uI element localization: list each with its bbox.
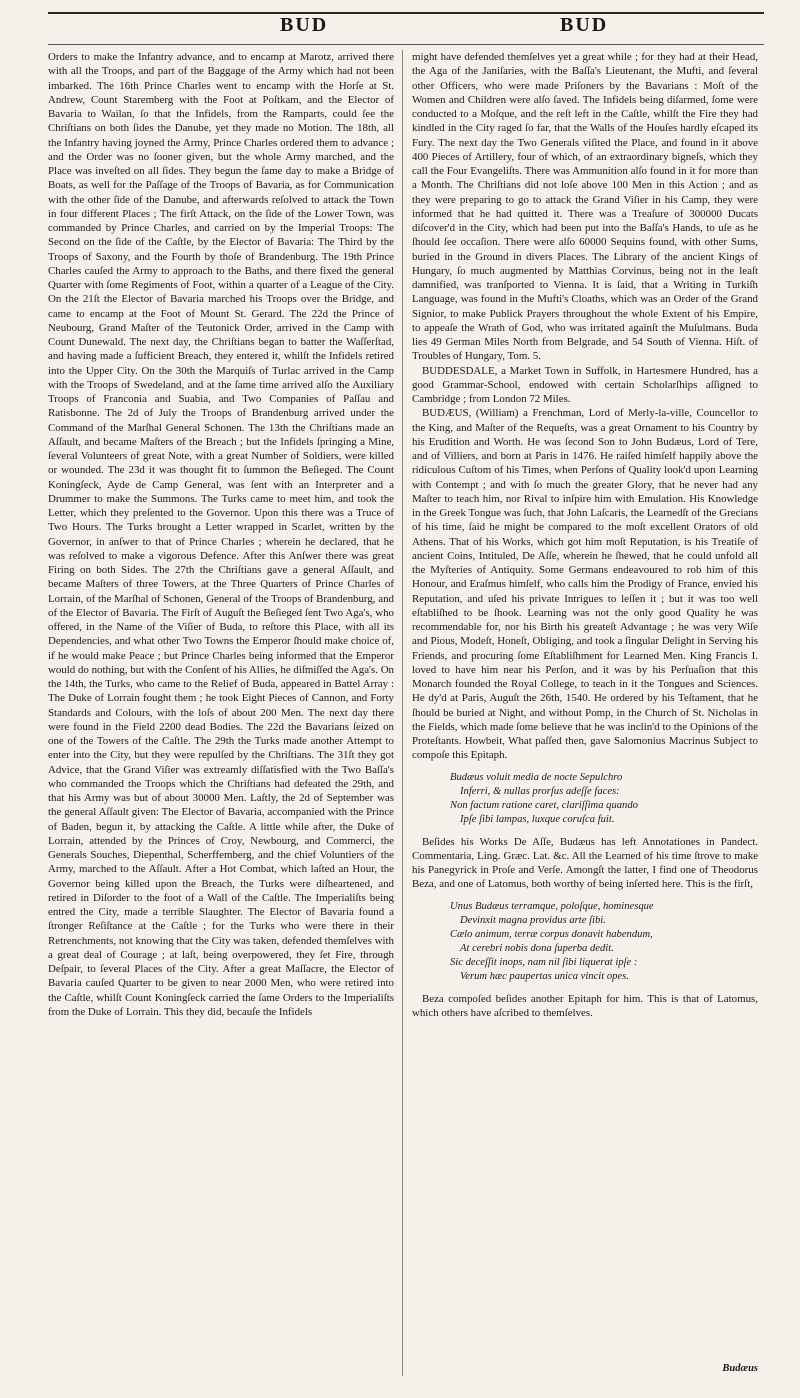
epitaph-line: Verum hæc paupertas unica vincit opes.: [460, 970, 629, 982]
header-rule: [48, 44, 764, 45]
catchword: Budæus: [722, 1362, 758, 1374]
epitaph-line: At cerebri nobis dona ſuperba dedit.: [460, 942, 614, 954]
epitaph-line: Cælo animum, terræ corpus donavit habendum,: [450, 928, 653, 940]
right-headword: BUD: [560, 14, 609, 36]
left-headword: BUD: [280, 14, 329, 36]
epitaph-line: Devinxit magna providus arte ſibi.: [460, 914, 606, 926]
text-columns: [48, 50, 764, 1380]
left-column: [48, 50, 394, 1378]
epitaph-macrinus: [450, 771, 758, 827]
paragraph-works: Beſides his Works De Aſſe, Budæus has left Annotationes in Pandect. Commentaria, Ling. Græc. Lat. &c. All the Learned of his time ſtrove to make his Panegyrick in Proſe and Verſe. Amongſt the latter, I find one of Theodorus Beza, and one of Latomus, both worthy of being inſerted here. This is the firſt,: [412, 835, 758, 891]
entry-buddesdale: BUDDESDALE, a Market Town in Suffolk, in Hartesmere Hundred, has a good Grammar-School, endowed with certain Scholarſhips aſſigned to Cambridge ; from London 72 Miles.: [412, 364, 758, 405]
right-column: [412, 50, 758, 1378]
epitaph-line: Non factum ratione caret, clariſſima quando: [450, 799, 638, 811]
paragraph-latomus: Beza compoſed beſides another Epitaph for him. This is that of Latomus, which others have aſcribed to themſelves.: [412, 992, 758, 1019]
paragraph-siege-of-buda: Orders to make the Infantry advance, and to encamp at Marotz, arrived there with all the Troops, and part of the Baggage of the Army which had not been imbarked. The 16th Prince Charles went to encamp with the Horſe at St. Andrew, Count Staremberg with the Foot at Poſtkam, and the Elector of Bavaria to Wailan, ſo that the Infidels, from the Ramparts, could ſee the Chriſtians on both ſides the Danube, yet they made no Motion. The 18th, all the Infantry having joyned the Army, Prince Charles ordered them to advance ; and the Order was no ſooner given, but the whole Army marched, and the Place was inveſted on all ſides. They begun the ſame day to make a Bridge of Boats, as well for the Paſſage of the Troops of Bavaria, as for Communication with the other ſide of the Danube, and afterwards reſolved to attack the Town in four different Places ; The firſt Attack, on the ſide of the Lower Town, was commanded by Prince Charles, and carried on by the Imperial Troops: The Second on the ſide of the Caſtle, by the Elector of Bavaria: The Third by the Troops of Saxony, and the Fourth by thoſe of Brandenburg. The 19th Prince Charles cauſed the Army to approach to the Baths, and there fixed the general Quarter with ſome Regiments of Foot, within a quarter of a League of the City. On the 21ſt the Elector of Bavaria marched his Troops over the Bridge, and came to encamp at the Foot of Mount St. Gerard. The 22d the Prince of Neubourg, Grand Maſter of the Teutonick Order, arrived in the Camp with Count Dunewald. The next day, the Chriſtians began to batter the Waſſerſtad, and having made a ſufficient Breach, they entered it, whilſt the Infidels retired into the Upper City. On the 30th the Marquiſs of Turlac arrived in the Camp with the Troops of Swedeland, and at the ſame time arrived alſo the Auxiliary Troops of Franconia and Suabia, and Two Companies of Paſſau and Ratisbonne. The 2d of July the Troops of Brandenburg arrived under the Command of the Marſhal General Schonen. The 13th the Chriſtians made an Aſſault, and became Maſters of the Breach ; but the Infidels ſpringing a Mine, ſeveral Volunteers of great Note, with a great Number of Soldiers, were killed or wounded. The 23d it was thought fit to ſummon the Beſieged. The Count Koningſeck, Ayde de Camp General, was ſent with an Interpreter and a Drummer to make the Summons. The Turks came to meet him, and took the Letter, which they preſented to the Governor. Upon this there was a Truce of Two Hours. The Turks brought a Letter wrapped in Scarlet, written by the Governor, in anſwer to that of Prince Charles ; wherein he declared, that he was reſolved to make a vigorous Defence. After this Anſwer there was great Firing on both Sides. The 27th the Chriſtians gave a general Aſſault, and became Maſters of three Towers, at the Three Quarters of Prince Charles of Lorrain, of the Marſhal of Schonen, General of the Troops of Brandenburg, and of the Elector of Bavaria. The Firſt of Auguſt the Beſieged ſent Two Aga's, who offered, in the Name of the Viſier of Buda, to reſtore this Place, with all its Dependencies, and what other Two Towns the Emperor ſhould make choice of, if he would make Peace ; but Prince Charles being informed that the Emperor would do nothing, but with the Conſent of his Allies, he diſmiſſed the Aga's. On the 14th, the Turks, who came to the Relief of Buda, appeared in Battel Array : The Duke of Lorrain fought them ; he took Eight Pieces of Cannon, and Forty Standards and Colours, with the loſs of about 200 Men. The next day there were found in the Field 2200 dead Bodies. The 22d the Bavarians ſeized on one of the Towers of the Caſtle. The 29th the Turks made another Attempt to enter into the City, but they were repulſed by the Chriſtians. The 31ſt they got Advice, that the Grand Viſier was extreamly diſſatisfied with the Two Baſſa's who commanded the Troops which the Chriſtians had defeated the 29th, and that his Army was but of about 30000 Men. Laſtly, the 2d of September was the general Aſſault given: The Elector of Bavaria, accompanied with the Prince of Baden, begun it, by attacking the Caſtle. A little while after, the Duke of Lorrain, attended by the Princes of Croy, Newbourg, and Commerci, the Generals Souches, Diepenthal, Scherffemberg, and the chief Voluntiers of the Army, marched to the Aſſault. After a Hot Combat, which laſted an Hour, the Governor being killed upon the Breach, the Turks were diſheartened, and retired in Diſorder to the foot of a Wall of the Caſtle. The Imperialiſts being entred the City, made a terrible Slaughter. The Elector of Bavaria found a ſtronger Reſiſtance at the Caſtle ; for the Turks who were there in their Retrenchments, not knowing that the City was taken, defended themſelves with a great deal of Courage ; at laſt, being overpowered, they ſet Fire, through Deſpair, to ſeveral Places of the City. After a great Maſſacre, the Elector of Bavaria cauſed Quarter to be given to near 2000 Men, who were retired into the Caſtle, whilſt Count Koningſeck carried the ſame Orders to the Imperialiſts from the Duke of Lorrain. This they did, becauſe the Infidels: [48, 51, 394, 1018]
epitaph-line: Sic deceſſit inops, nam nil ſibi liquerat ipſe :: [450, 956, 638, 968]
epitaph-beza: [450, 900, 758, 984]
epitaph-line: Ipſe ſibi lampas, luxque coruſca fuit.: [460, 813, 615, 825]
epitaph-line: Unus Budæus terramque, poloſque, hominesque: [450, 900, 654, 912]
paragraph-siege-continued: might have defended themſelves yet a great while ; for they had at their Head, the Aga of the Janiſaries, with the Baſſa's Lieutenant, the Mufti, and ſeveral other Officers, who were made Priſoners by the Bavarians : Moſt of the Women and Children were alſo ſaved. The Infidels being diſarmed, ſome were conducted to a Moſque, and the reſt left in the Caſtle, whilſt the Fire they had kindled in the City raged ſo far, that the Walls of the Houſes hardly eſcaped its Fury. The next day the Two Generals viſited the Place, and found in it above 400 Pieces of Artillery, four of which, of an extraordinary bigneſs, which they call the Four Evangeliſts. There was Ammunition alſo found in it for more than a Month. The Chriſtians did not loſe above 100 Men in this Action ; and as they were preparing to go to attack the Grand Viſier in his Camp, they were informed that he had quitted it. There was a Treaſure of 300000 Ducats diſcover'd in the City, which had been put into the Baſſa's Hands, to uſe as he ſhould ſee occaſion. There were alſo 60000 Sequins found, with other Sums, buried in the Ground in divers Places. The Library of the ancient Kings of Hungary, ſo much augmented by Matthias Corvinus, being not in the leaſt damnified, was tranſported to Vienna. It is ſaid, that a Writing in Turkiſh Language, was found in the Mufti's Cloaths, which was an Order of the Grand Signior, to make Publick Prayers throughout the whole Extent of his Empire, to appeaſe the Wrath of God, who was irritated againſt the Muſulmans. Buda lies 49 German Miles North from Belgrade, and 54 South of Vienna. Hiſt. of Troubles of Hungary, Tom. 5.: [412, 51, 758, 363]
epitaph-line: Budæus voluit media de nocte Sepulchro: [450, 771, 623, 783]
entry-budaeus: BUDÆUS, (William) a Frenchman, Lord of Merly-la-ville, Councellor to the King, and Maſter of the Requeſts, was a great Ornament to his Country by his Erudition and Worth. He was ſecond Son to John Budæus, Lord of Tere, and of Villiers, and born at Paris in 1476. He raiſed himſelf happily above the ridiculous Cuſtom of his Times, when Perſons of Quality look'd upon Learning with Contempt ; and with ſo much the greater Glory, that he never had any Maſter to teach him, nor Rival to inſpire him with Emulation. His Knowledge in the Greek Tongue was ſuch, that John Laſcaris, the Learnedſt of the Grecians of his time, ſaid he might be compared to the moſt excellent Orators of old Athens. That of his Works, which got him moſt Reputation, is his Treatiſe of ancient Coins, Intituled, De Aſſe, wherein he ſhewed, that he could unfold all the Myſteries of Antiquity. Some Germans endeavoured to rob him of this Honour, and Eraſmus himſelf, who calls him the Prodigy of France, envied his Reputation, and uſed his private Intrigues to leſſen it ; but it was too well eſtabliſhed to be ſhook. Learning was not the only good Quality he was recommendable for, nor his Birth his greateſt Advantage ; he was very Wiſe and Pious, Modeſt, Honeſt, Obliging, and took a ſingular Delight in Serving his Friends, and procuring ſome Eſtabliſhment for Learned Men. King Francis I. loved to have him near his Perſon, and it was by his Perſuaſion that this Monarch founded the Royal College, to teach in it the Tongues and Sciences. He dy'd at Paris, Auguſt the 26th, 1540. He ordered by his Teſtament, that he ſhould be buried at Night, and without Pomp, in the Church of St. Nicholas in the Fields, which made ſome believe that he was inclin'd to the Opinions of the Proteſtants. Howbeit, What paſſed then, gave Salomonius Macrinus Subject to compoſe this Epitaph.: [412, 407, 758, 762]
running-header: [48, 14, 764, 44]
epitaph-line: Inferri, & nullas prorſus adeſſe faces:: [460, 785, 620, 797]
